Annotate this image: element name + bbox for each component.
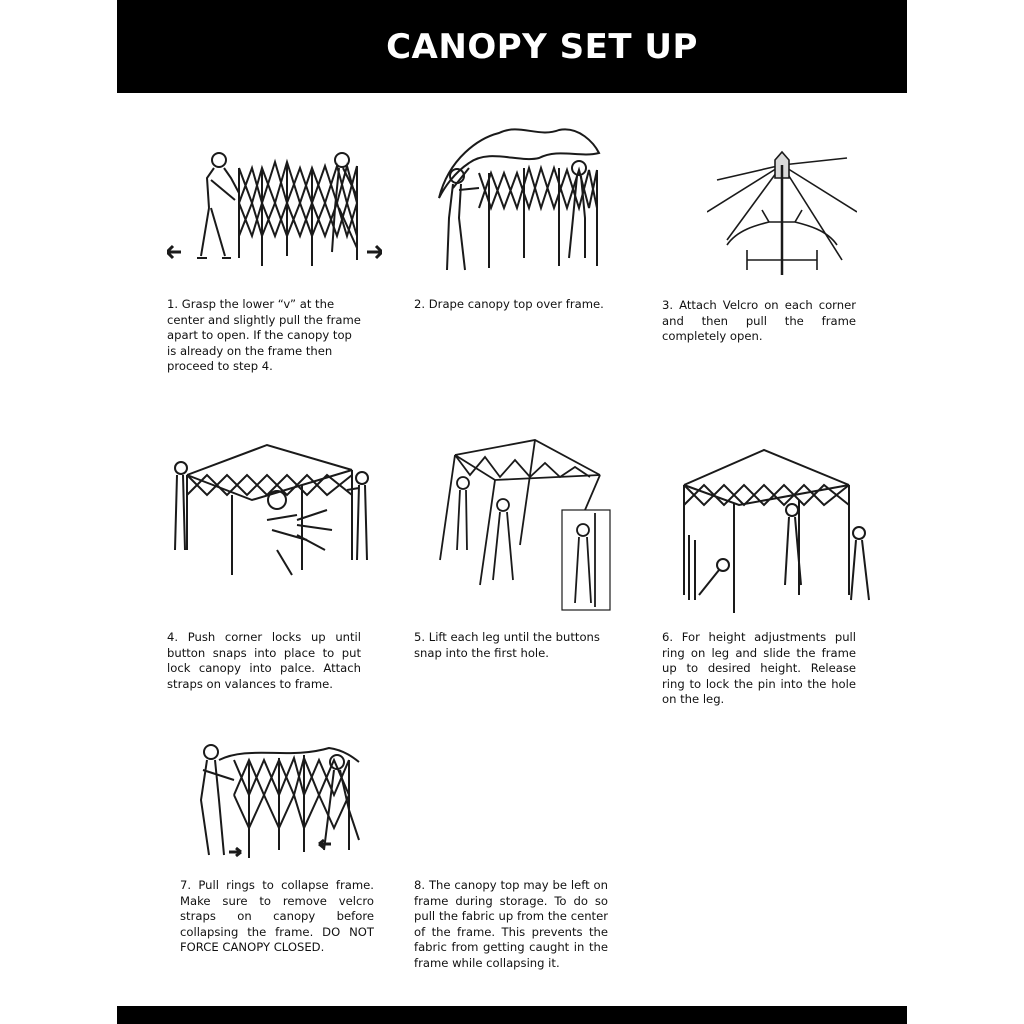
step-4-text: 4. Push corner locks up until button snaps into place to put lock canopy into palce. Attach straps on valances to frame. — [167, 630, 361, 691]
step-5-text: 5. Lift each leg until the buttons snap into the first hole. — [414, 630, 600, 660]
footer-bar — [117, 1006, 907, 1024]
step-2-illustration — [429, 118, 604, 276]
step-4-illustration — [167, 440, 377, 580]
step-6-illustration — [679, 445, 879, 613]
instruction-sheet — [117, 0, 907, 1024]
step-3-illustration — [707, 150, 857, 275]
header-bar — [117, 0, 907, 93]
step-6-text: 6. For height adjustments pull ring on leg and slide the frame up to desired height. Release ring to lock the pin into the hole on the leg. — [662, 630, 856, 706]
step-7-text: 7. Pull rings to collapse frame. Make sure to remove velcro straps on canopy before collapsing the frame. DO NOT FORCE CANOPY CLOSED. — [180, 878, 374, 954]
step-8-text: 8. The canopy top may be left on frame during storage. To do so pull the fabric up from the center of the frame. This prevents the fabric from getting caught in the frame while collapsing it. — [414, 878, 608, 970]
step-3-text: 3. Attach Velcro on each corner and then pull the frame completely open. — [662, 298, 856, 343]
step-1-text: 1. Grasp the lower “v” at the center and slightly pull the frame apart to open. If the canopy top is already on the frame then proceed to step 4. — [167, 297, 361, 373]
step-1-illustration — [167, 148, 382, 273]
step-5-illustration — [435, 435, 615, 613]
step-2-text: 2. Drape canopy top over frame. — [414, 297, 604, 311]
page-title: CANOPY SET UP — [386, 26, 698, 67]
step-7-illustration — [189, 740, 369, 865]
